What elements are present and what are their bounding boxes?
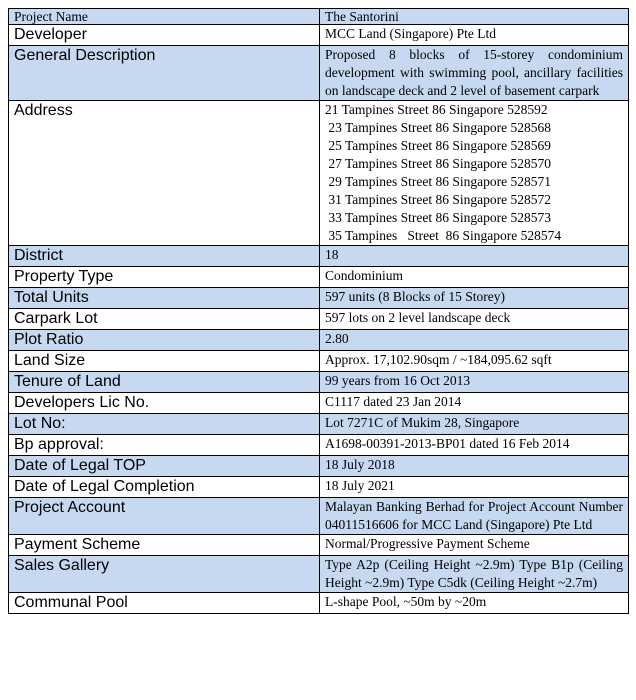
row-value: L-shape Pool, ~50m by ~20m [320,593,629,614]
table-row [9,593,629,614]
row-label: Date of Legal Completion [9,477,320,498]
row-label: Lot No: [9,414,320,435]
row-label: Project Account [9,498,320,535]
row-value: 18 July 2018 [320,456,629,477]
row-label: Address [9,101,320,246]
table-row [9,25,629,46]
row-label: Carpark Lot [9,309,320,330]
table-row [9,556,629,593]
table-row [9,267,629,288]
row-value: Malayan Banking Berhad for Project Account Number 04011516606 for MCC Land (Singapore) Pte Ltd [320,498,629,535]
address-lines [320,101,629,246]
address-line: 29 Tampines Street 86 Singapore 528571 [325,174,552,189]
table-row [9,535,629,556]
address-line: 35 Tampines Street 86 Singapore 528574 [325,228,562,243]
row-label: Developers Lic No. [9,393,320,414]
table-row [9,101,629,246]
row-label: Payment Scheme [9,535,320,556]
row-value: 597 units (8 Blocks of 15 Storey) [320,288,629,309]
address-line: 33 Tampines Street 86 Singapore 528573 [325,210,552,225]
table-row [9,330,629,351]
row-label: District [9,246,320,267]
row-value: 2.80 [320,330,629,351]
row-label: Project Name [9,9,320,25]
address-line: 27 Tampines Street 86 Singapore 528570 [325,156,552,171]
row-value: 99 years from 16 Oct 2013 [320,372,629,393]
table-row [9,46,629,101]
table-row [9,309,629,330]
address-line: 25 Tampines Street 86 Singapore 528569 [325,138,552,153]
table-row [9,9,629,25]
table-row [9,372,629,393]
table-row [9,435,629,456]
table-row [9,246,629,267]
table-row [9,351,629,372]
row-label: Date of Legal TOP [9,456,320,477]
project-details-sheet [8,8,629,614]
row-label: Communal Pool [9,593,320,614]
table-row [9,393,629,414]
row-value: Proposed 8 blocks of 15-storey condominium development with swimming pool, ancillary facilities on landscape deck and 2 level of basement carpark [320,46,629,101]
row-value: A1698-00391-2013-BP01 dated 16 Feb 2014 [320,435,629,456]
row-label: General Description [9,46,320,101]
row-label: Total Units [9,288,320,309]
row-label: Plot Ratio [9,330,320,351]
row-value: Type A2p (Ceiling Height ~2.9m) Type B1p (Ceiling Height ~2.9m) Type C5dk (Ceiling Height ~2.7m) [320,556,629,593]
project-details-table [8,8,629,614]
address-line: 31 Tampines Street 86 Singapore 528572 [325,192,552,207]
table-row [9,498,629,535]
table-row [9,288,629,309]
row-label: Tenure of Land [9,372,320,393]
address-line: 23 Tampines Street 86 Singapore 528568 [325,120,552,135]
row-value: Lot 7271C of Mukim 28, Singapore [320,414,629,435]
row-value: Approx. 17,102.90sqm / ~184,095.62 sqft [320,351,629,372]
row-value: MCC Land (Singapore) Pte Ltd [320,25,629,46]
address-line: 21 Tampines Street 86 Singapore 528592 [325,102,548,117]
row-value: 18 July 2021 [320,477,629,498]
row-value: The Santorini [320,9,629,25]
row-value: 597 lots on 2 level landscape deck [320,309,629,330]
row-value: Condominium [320,267,629,288]
row-label: Bp approval: [9,435,320,456]
row-label: Sales Gallery [9,556,320,593]
table-row [9,414,629,435]
row-value: C1117 dated 23 Jan 2014 [320,393,629,414]
table-row [9,456,629,477]
row-value: Normal/Progressive Payment Scheme [320,535,629,556]
row-label: Developer [9,25,320,46]
table-row [9,477,629,498]
row-label: Land Size [9,351,320,372]
row-label: Property Type [9,267,320,288]
row-value: 18 [320,246,629,267]
